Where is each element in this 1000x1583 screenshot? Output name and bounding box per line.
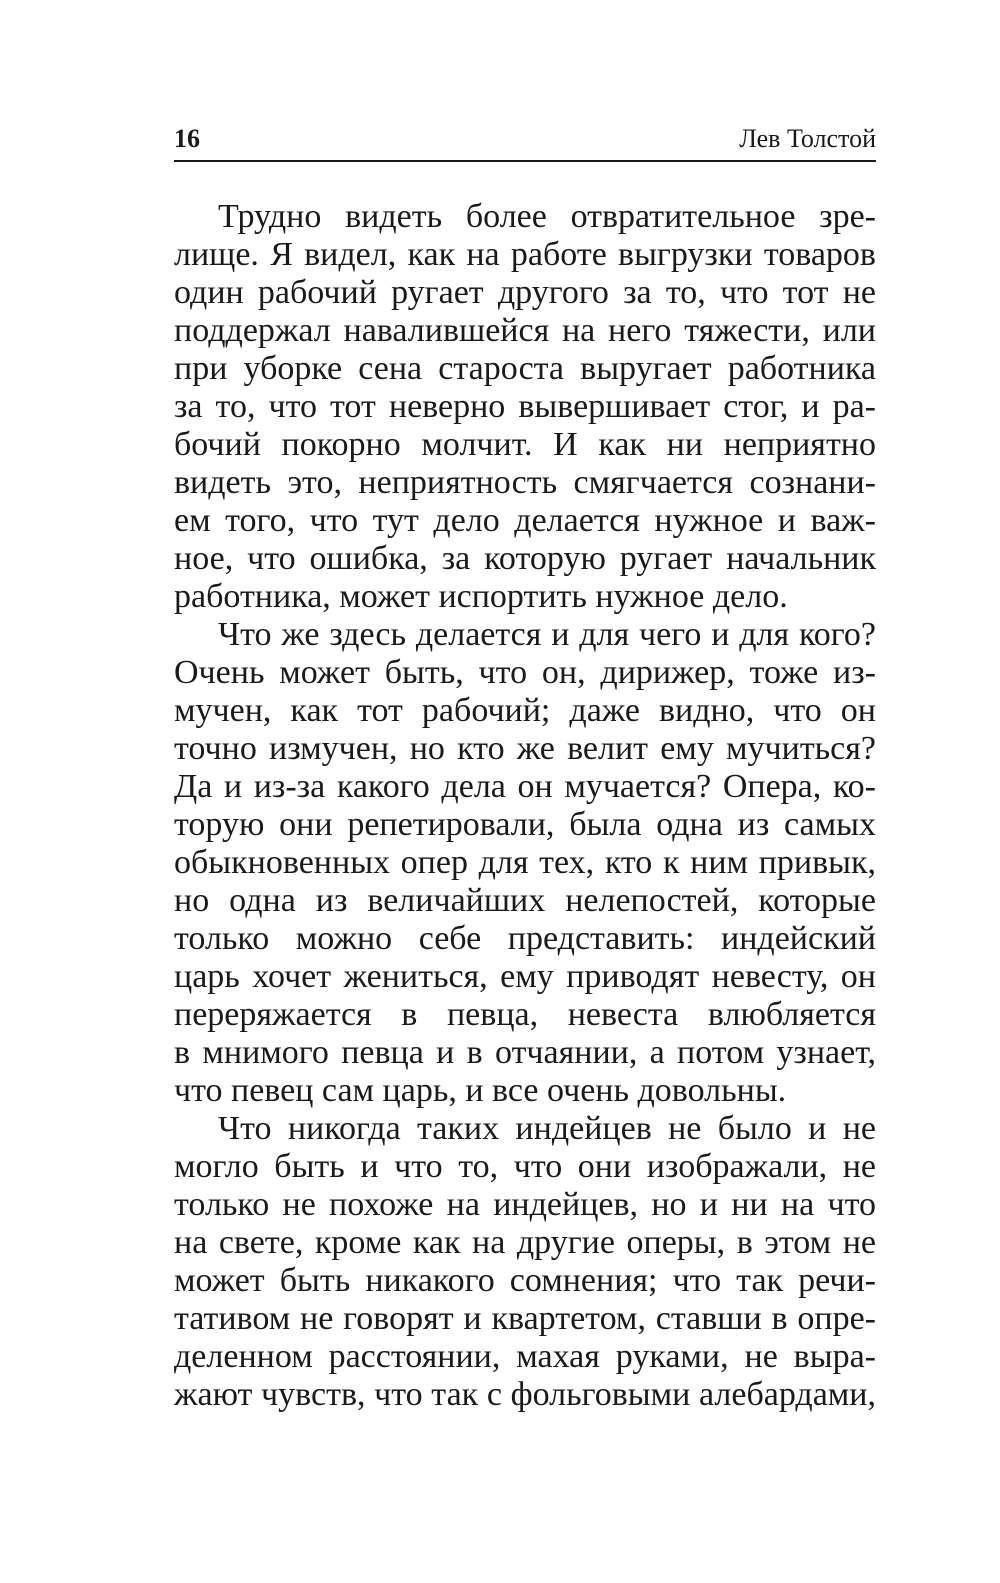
text-line: ное, что ошибка, за которую ругает начальник bbox=[174, 540, 876, 577]
text-line: в мнимого певца и в отчаянии, а потом узнает, bbox=[174, 1034, 876, 1071]
text-line: мучен, как тот рабочий; даже видно, что он bbox=[174, 692, 876, 729]
running-header bbox=[174, 120, 876, 162]
text-line: Трудно видеть более отвратительное зре- bbox=[218, 198, 876, 235]
text-line: бочий покорно молчит. И как ни неприятно bbox=[174, 426, 876, 463]
text-line: лище. Я видел, как на работе выгрузки товаров bbox=[174, 236, 876, 273]
text-line: тативом не говорят и квартетом, ставши в опре- bbox=[174, 1300, 876, 1337]
text-line: переряжается в певца, невеста влюбляется bbox=[174, 996, 876, 1033]
text-line: Что никогда таких индейцев не было и не bbox=[218, 1110, 876, 1147]
text-line: жают чувств, что так с фольговыми алебардами, bbox=[174, 1376, 876, 1413]
text-line: может быть никакого сомнения; что так речи- bbox=[174, 1262, 876, 1299]
text-line: Да и из-за какого дела он мучается? Опера, ко- bbox=[174, 768, 876, 805]
text-line: деленном расстоянии, махая руками, не выра- bbox=[174, 1338, 876, 1375]
text-line: обыкновенных опер для тех, кто к ним привык, bbox=[174, 844, 876, 881]
text-line: за то, что тот неверно вывершивает стог, и ра- bbox=[174, 388, 876, 425]
text-line: но одна из величайших нелепостей, которые bbox=[174, 882, 876, 919]
text-line: точно измучен, но кто же велит ему мучиться? bbox=[174, 730, 876, 767]
text-line: один рабочий ругает другого за то, что тот не bbox=[174, 274, 876, 311]
text-line: при уборке сена староста выругает работника bbox=[174, 350, 876, 387]
text-line: работника, может испортить нужное дело. bbox=[174, 578, 788, 615]
text-line: только можно себе представить: индейский bbox=[174, 920, 876, 957]
text-line: могло быть и что то, что они изображали, не bbox=[174, 1148, 876, 1185]
running-title: Лев Толстой bbox=[739, 124, 876, 153]
page-number: 16 bbox=[174, 124, 200, 153]
text-line: Что же здесь делается и для чего и для кого? bbox=[218, 616, 876, 653]
text-line: царь хочет жениться, ему приводят невесту, он bbox=[174, 958, 876, 995]
text-line: ем того, что тут дело делается нужное и важ- bbox=[174, 502, 876, 539]
text-line: Очень может быть, что он, дирижер, тоже из- bbox=[174, 654, 876, 691]
text-line: на свете, кроме как на другие оперы, в этом не bbox=[174, 1224, 876, 1261]
text-line: только не похоже на индейцев, но и ни на что bbox=[174, 1186, 876, 1223]
text-line: видеть это, неприятность смягчается сознани- bbox=[174, 464, 876, 501]
text-line: торую они репетировали, была одна из самых bbox=[174, 806, 876, 843]
text-line: поддержал навалившейся на него тяжести, или bbox=[174, 312, 876, 349]
text-line: что певец сам царь, и все очень довольны. bbox=[174, 1072, 787, 1109]
